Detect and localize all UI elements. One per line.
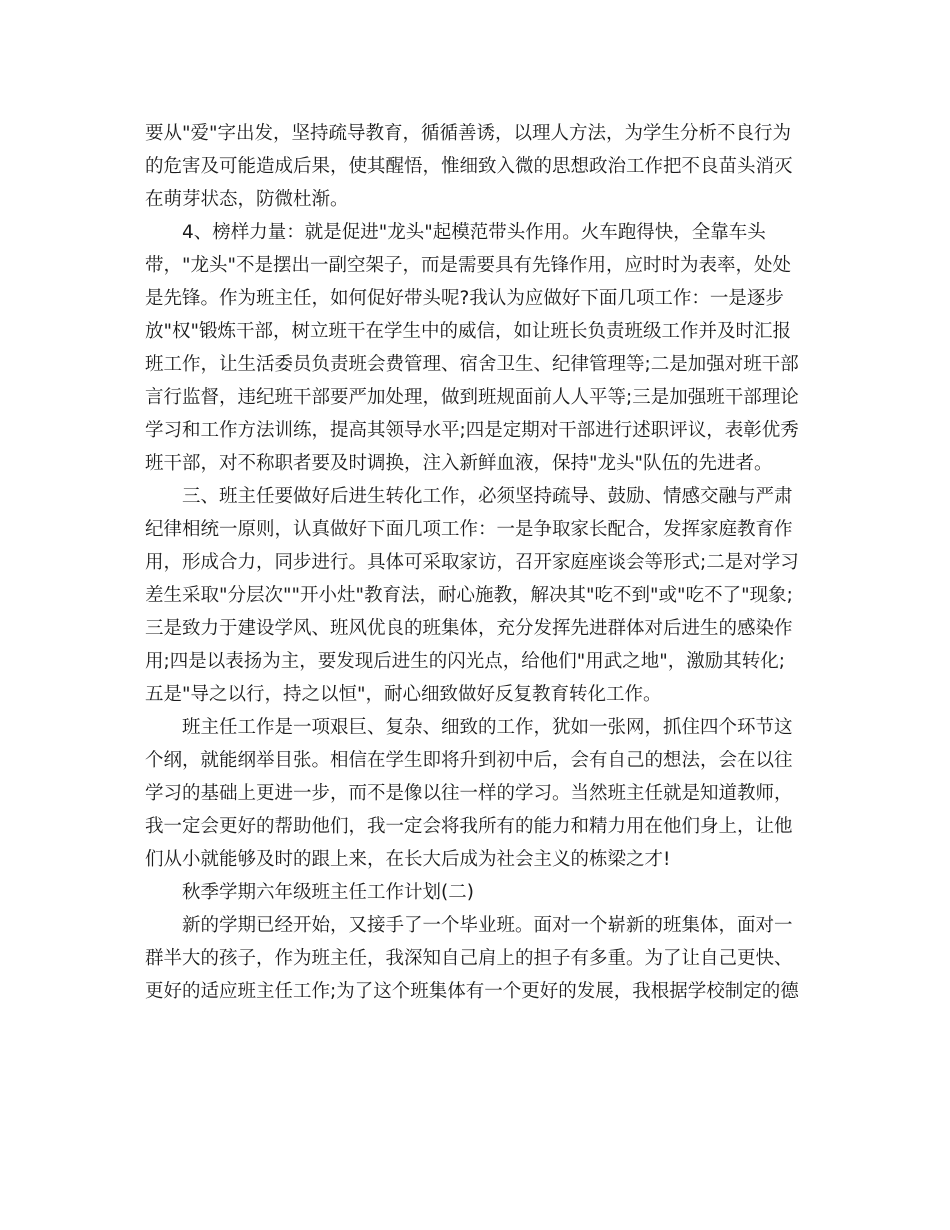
text-line: 群半大的孩子，作为班主任，我深知自己肩上的担子有多重。为了让自己更快、 <box>145 948 793 969</box>
text-line: 们从小就能够及时的跟上来，在长大后成为社会主义的栋梁之才! <box>145 849 671 870</box>
text-line: 班工作，让生活委员负责班会费管理、宿舍卫生、纪律管理等;二是加强对班干部 <box>145 354 799 375</box>
text-line: 是先锋。作为班主任，如何促好带头呢?我认为应做好下面几项工作：一是逐步 <box>145 288 784 309</box>
paragraph-first-line: 秋季学期六年级班主任工作计划(二) <box>182 882 474 903</box>
paragraph-first-line: 班主任工作是一项艰巨、复杂、细致的工作，犹如一张网，抓住四个环节这 <box>182 717 793 738</box>
paragraph-first-line: 新的学期已经开始，又接手了一个毕业班。面对一个崭新的班集体，面对一 <box>182 915 793 936</box>
text-line: 带，"龙头"不是摆出一副空架子，而是需要具有先锋作用，应时时为表率，处处 <box>145 255 792 276</box>
text-line: 个纲，就能纲举目张。相信在学生即将升到初中后，会有自己的想法，会在以往 <box>145 750 793 771</box>
text-line: 更好的适应班主任工作;为了这个班集体有一个更好的发展，我根据学校制定的德 <box>145 981 799 1002</box>
text-line: 班干部，对不称职者要及时调换，注入新鲜血液，保持"龙头"队伍的先进者。 <box>145 453 773 474</box>
text-line: 学习的基础上更进一步，而不是像以往一样的学习。当然班主任就是知道教师， <box>145 783 793 804</box>
text-line: 放"权"锻炼干部，树立班干在学生中的威信，如让班长负责班级工作并及时汇报 <box>145 321 792 342</box>
text-line: 三是致力于建设学风、班风优良的班集体，充分发挥先进群体对后进生的感染作 <box>145 618 793 639</box>
text-line: 差生采取"分层次""开小灶"教育法，耐心施教，解决其"吃不到"或"吃不了"现象; <box>145 585 793 606</box>
paragraph-first-line: 4、榜样力量：就是促进"龙头"起模范带头作用。火车跑得快，全靠车头 <box>182 222 766 243</box>
text-line: 在萌芽状态，防微杜渐。 <box>145 189 349 210</box>
text-line: 纪律相统一原则，认真做好下面几项工作：一是争取家长配合，发挥家庭教育作 <box>145 519 793 540</box>
text-line: 言行监督，违纪班干部要严加处理，做到班规面前人人平等;三是加强班干部理论 <box>145 387 799 408</box>
text-line: 要从"爱"字出发，坚持疏导教育，循循善诱，以理人方法，为学生分析不良行为 <box>145 123 792 144</box>
text-line: 五是"导之以行，持之以恒"，耐心细致做好反复教育转化工作。 <box>145 684 662 705</box>
paragraph-first-line: 三、班主任要做好后进生转化工作，必须坚持疏导、鼓励、情感交融与严肃 <box>182 486 793 507</box>
document-body <box>145 117 805 1008</box>
text-line: 的危害及可能造成后果，使其醒悟，惟细致入微的思想政治工作把不良苗头消灭 <box>145 156 793 177</box>
text-line: 学习和工作方法训练，提高其领导水平;四是定期对干部进行述职评议，表彰优秀 <box>145 420 799 441</box>
text-line: 用;四是以表扬为主，要发现后进生的闪光点，给他们"用武之地"，激励其转化; <box>145 651 785 672</box>
text-line: 用，形成合力，同步进行。具体可采取家访，召开家庭座谈会等形式;二是对学习 <box>145 552 799 573</box>
text-line: 我一定会更好的帮助他们，我一定会将我所有的能力和精力用在他们身上，让他 <box>145 816 793 837</box>
